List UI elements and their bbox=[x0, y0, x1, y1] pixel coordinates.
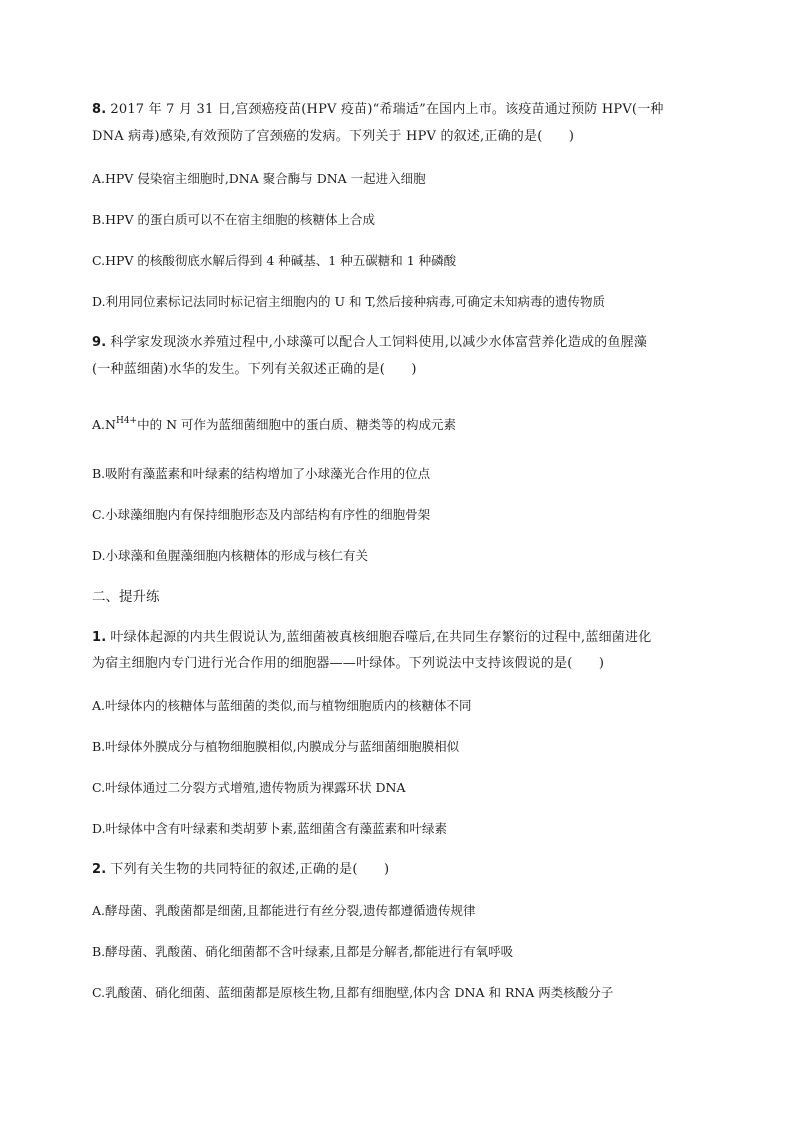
q1-option-c: C.叶绿体通过二分裂方式增殖,遗传物质为裸露环状 DNA bbox=[92, 780, 406, 795]
q8-option-a: A.HPV 侵染宿主细胞时,DNA 聚合酶与 DNA 一起进入细胞 bbox=[92, 171, 426, 186]
q9-option-a-rest: 中的 N 可作为蓝细菌细胞中的蛋白质、糖类等的构成元素 bbox=[137, 417, 456, 432]
q2-number: 2. bbox=[92, 862, 107, 877]
q9-option-a-prefix: A.N bbox=[92, 417, 116, 432]
q9-option-a-h: H bbox=[115, 416, 124, 426]
q1-stem-text1: 叶绿体起源的内共生假说认为,蓝细菌被真核细胞吞噬后,在共同生存繁衍的过程中,蓝细菌进化 bbox=[110, 630, 652, 645]
q9-stem-line2: (一种蓝细菌)水华的发生。下列有关叙述正确的是( ) bbox=[92, 362, 417, 377]
section-heading: 二、提升练 bbox=[92, 589, 160, 605]
q1-option-d: D.叶绿体中含有叶绿素和类胡萝卜素,蓝细菌含有藻蓝素和叶绿素 bbox=[92, 821, 448, 836]
q9-option-b: B.吸附有藻蓝素和叶绿素的结构增加了小球藻光合作用的位点 bbox=[92, 466, 431, 481]
q2-option-c: C.乳酸菌、硝化细菌、蓝细菌都是原核生物,且都有细胞壁,体内含 DNA 和 RNA 两类核酸分子 bbox=[92, 985, 614, 1000]
q2-option-a: A.酵母菌、乳酸菌都是细菌,且都能进行有丝分裂,遗传都遵循遗传规律 bbox=[92, 903, 476, 918]
q9-stem-text1: 科学家发现淡水养殖过程中,小球藻可以配合人工饲料使用,以减少水体富营养化造成的鱼腥藻 bbox=[110, 335, 648, 350]
q9-option-a-plus: + bbox=[129, 416, 138, 426]
q1-option-a: A.叶绿体内的核糖体与蓝细菌的类似,而与植物细胞质内的核糖体不同 bbox=[92, 698, 472, 713]
q8-option-d: D.利用同位素标记法同时标记宿主细胞内的 U 和 T,然后接种病毒,可确定未知病毒的遗传物质 bbox=[92, 294, 605, 309]
q8-stem-line1 bbox=[92, 101, 664, 119]
q9-option-c: C.小球藻细胞内有保持细胞形态及内部结构有序性的细胞骨架 bbox=[92, 507, 431, 522]
q2-stem-text1: 下列有关生物的共同特征的叙述,正确的是( ) bbox=[110, 862, 390, 877]
q2-stem-line1 bbox=[92, 861, 389, 879]
q8-stem-line2: DNA 病毒)感染,有效预防了宫颈癌的发病。下列关于 HPV 的叙述,正确的是( ) bbox=[92, 129, 575, 144]
q8-number: 8. bbox=[92, 102, 107, 117]
q1-stem-line2: 为宿主细胞内专门进行光合作用的细胞器——叶绿体。下列说法中支持该假说的是( ) bbox=[92, 656, 605, 671]
q8-option-c: C.HPV 的核酸彻底水解后得到 4 种碱基、1 种五碳糖和 1 种磷酸 bbox=[92, 253, 457, 268]
q9-option-d: D.小球藻和鱼腥藻细胞内核糖体的形成与核仁有关 bbox=[92, 548, 369, 563]
q9-stem-line1 bbox=[92, 334, 647, 352]
q2-option-b: B.酵母菌、乳酸菌、硝化细菌都不含叶绿素,且都是分解者,都能进行有氧呼吸 bbox=[92, 944, 514, 959]
q8-option-b: B.HPV 的蛋白质可以不在宿主细胞的核糖体上合成 bbox=[92, 212, 375, 227]
q9-number: 9. bbox=[92, 335, 107, 350]
q1-stem-line1 bbox=[92, 629, 651, 647]
q1-option-b: B.叶绿体外膜成分与植物细胞膜相似,内膜成分与蓝细菌细胞膜相似 bbox=[92, 739, 460, 754]
q8-stem-text1: 2017 年 7 月 31 日,宫颈癌疫苗(HPV 疫苗)“希瑞适”在国内上市。该疫苗通过预防 HPV(一种 bbox=[110, 102, 664, 117]
q9-option-a-4: 4 bbox=[123, 416, 130, 426]
q9-option-a bbox=[92, 416, 456, 436]
q1-number: 1. bbox=[92, 630, 107, 645]
